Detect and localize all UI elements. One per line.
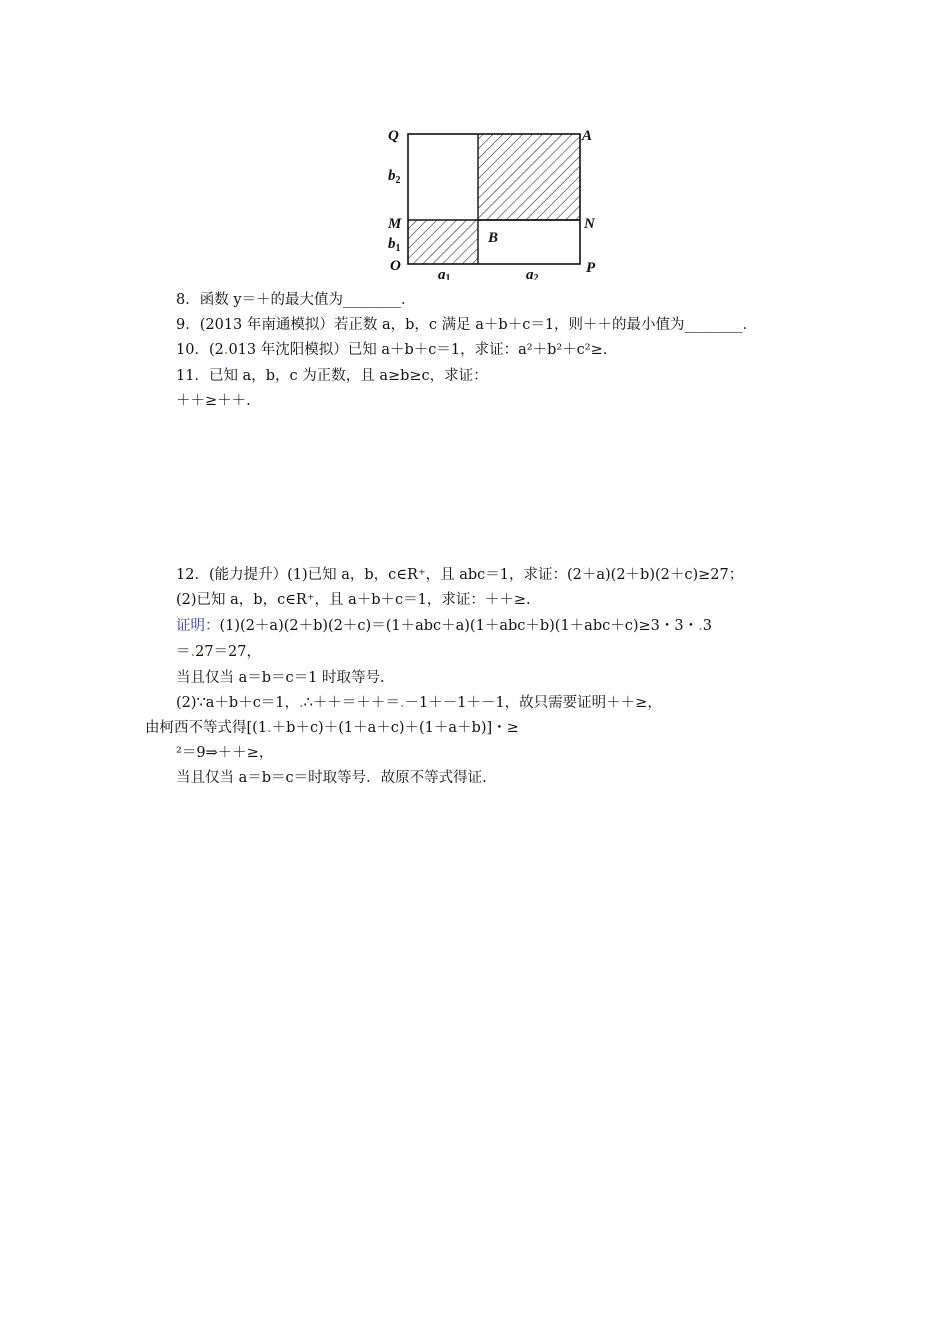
label-b: B [488,230,499,246]
artifact-dot: . [299,695,304,711]
artifact-dot: . [267,720,272,736]
proof-line-7: 当且仅当 a＝b＝c＝时取等号．故原不等式得证. [176,770,487,786]
proof-line-2-b: 27＝27， [195,644,262,660]
label-a2: a2 [526,267,539,280]
problem-10-prefix: 10．(2 [176,342,224,358]
problem-11-line-1: 11．已知 a，b，c 为正数，且 a≥b≥c，求证： [176,368,488,384]
label-p: P [586,260,596,276]
label-m: M [388,216,402,232]
artifact-dot: . [190,644,196,660]
proof-line-2 [176,642,261,662]
label-a: A [582,128,593,144]
artifact-dot: . [399,695,405,711]
proof-line-6: ²＝9⇒＋＋≥， [176,745,274,761]
rectangle-diagram [384,124,604,280]
problem-9: 9．(2013 年南通模拟）若正数 a，b，c 满足 a＋b＋c＝1，则＋＋的最小值为________． [176,317,758,333]
problem-8: 8．函数 y＝＋的最大值为________． [176,292,416,308]
hatched-region-lower-left [408,220,478,264]
proof-line-4-c: －1＋－1＋－1，故只需要证明＋＋≥， [404,695,662,711]
artifact-dot: . [223,342,229,358]
proof-line-1-end: 3 [702,618,712,634]
label-a1: a1 [438,267,451,280]
proof-line-5 [145,718,519,738]
label-q: Q [388,128,399,144]
problem-10 [176,340,607,360]
problem-10-text: 013 年沈阳模拟）已知 a＋b＋c＝1，求证：a²＋b²＋c²≥. [228,342,608,358]
proof-line-4-b: ∴＋＋＝＋＋＝ [303,695,400,711]
label-b1: $b_1$ [388,236,401,254]
proof-line-2-a: ＝ [176,644,191,660]
label-n: N [584,216,595,232]
proof-line-5-b: ＋b＋c)＋(1＋a＋c)＋(1＋a＋b)]・≥ [271,720,519,736]
label-b2: $b_2$ [388,168,401,186]
label-o: O [390,258,401,274]
proof-line-1 [176,616,712,636]
proof-line-1-text: (1)(2＋a)(2＋b)(2＋c)＝(1＋abc＋a)(1＋abc＋b)(1＋abc＋c)≥3・3・ [219,618,699,634]
problem-12-line-1: 12．(能力提升）(1)已知 a，b，c∈R⁺，且 abc＝1，求证：(2＋a)(2＋b)(2＋c)≥27； [176,567,744,583]
proof-line-4 [176,693,662,713]
problem-12-line-2: (2)已知 a，b，c∈R⁺，且 a＋b＋c＝1，求证：＋＋≥. [176,592,531,608]
problem-11-line-2: ＋＋≥＋＋. [176,393,251,409]
hatched-region-upper-right [478,134,580,220]
proof-line-4-a: (2)∵a＋b＋c＝1， [176,695,300,711]
proof-line-3: 当且仅当 a＝b＝c＝1 时取等号. [176,670,385,686]
artifact-dot: . [698,618,703,634]
proof-line-5-a: 由柯西不等式得[(1 [145,720,268,736]
proof-label: 证明： [176,618,220,634]
